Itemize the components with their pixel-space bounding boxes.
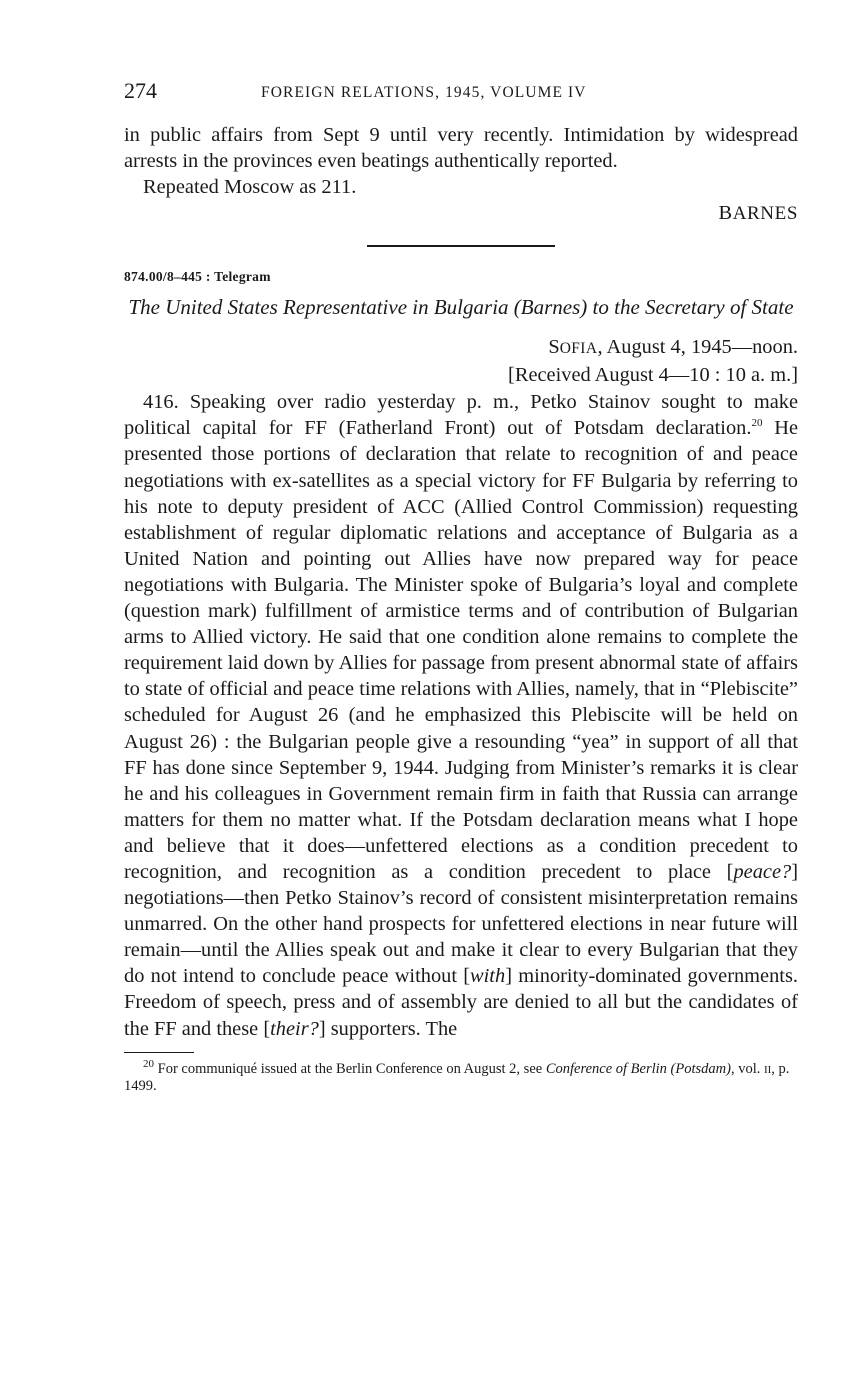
telegram-body: 416. Speaking over radio yesterday p. m., Petko Stainov sought to make political capital for FF (Fatherland Front) out of Potsdam declaration.$^{20}$ He presented those portions of declaration that relate to recognition of and peace negotiations with ex-satellites as a special victory for FF Bulgaria by referring to his note to deputy president of ACC (Allied Control Commission) requesting establishment of regular diplomatic relations and acceptance of Bulgaria as a United Nation and pointing out Allies have now prepared way for peace negotiations with Bulgaria. The Minister spoke of Bulgaria’s loyal and complete (question mark) fulfillment of armistice terms and of contribution of Bulgarian arms to Allied victory. He said that one condition alone remains to complete the requirement laid down by Allies for passage from present abnormal state of affairs to state of official and peace time relations with Allies, namely, that in “Plebiscite” scheduled for August 26 (and he emphasized this Plebiscite will be held on August 26) : the Bulgarian people give a resounding “yea” in support of all that FF has done since September 9, 1944. Judging from Minister’s remarks it is clear he and his colleagues in Government remain firm in faith that Russia can arrange matters for them no matter what. If the Potsdam declaration means what I hope and believe that it does—unfettered elections as a condition precedent to recognition, and recognition as a condition precedent to place [peace?] negotiations—then Petko Stainov’s record of consistent misinterpretation remains unmarred. On the other hand prospects for unfettered elections in near future will remain—until the Allies speak out and make it clear to every Bulgarian that they do not intend to conclude peace without [with] minority-dominated governments. Freedom of speech, press and of assembly are denied to all but the candidates of the FF and these [their?] supporters. The [124,391,798,1040]
signature: BARNES [718,202,798,225]
place-date: SOFIA, August 4, 1945—noon. [548,336,798,359]
footnote: $^{20}$ For communiqué issued at the Berlin Conference on August 2, see Conference of Berlin (Potsdam), vol. II, p. 1499. [124,1057,790,1095]
footnote-reference[interactable]: 20 [751,417,763,430]
page-header [124,78,798,106]
received-line: [Received August 4—10 : 10 a. m.] [508,364,798,387]
running-title: FOREIGN RELATIONS, 1945, VOLUME IV [261,84,587,101]
document-page [124,78,798,1095]
file-number: 874.00/8–445 : Telegram [124,269,271,285]
footnote-divider [124,1052,194,1053]
document-title: The United States Representative in Bulgaria (Barnes) to the Secretary of State [128,295,794,320]
page-number: 274 [124,78,157,103]
section-divider [367,245,555,247]
footnote-number: 20 [143,1057,154,1070]
repeated-note: Repeated Moscow as 211. [143,176,357,199]
continuation-paragraph: in public affairs from Sept 9 until very recently. Intimidation by widespread arrests in the provinces even beatings authentically reported. [124,124,798,173]
